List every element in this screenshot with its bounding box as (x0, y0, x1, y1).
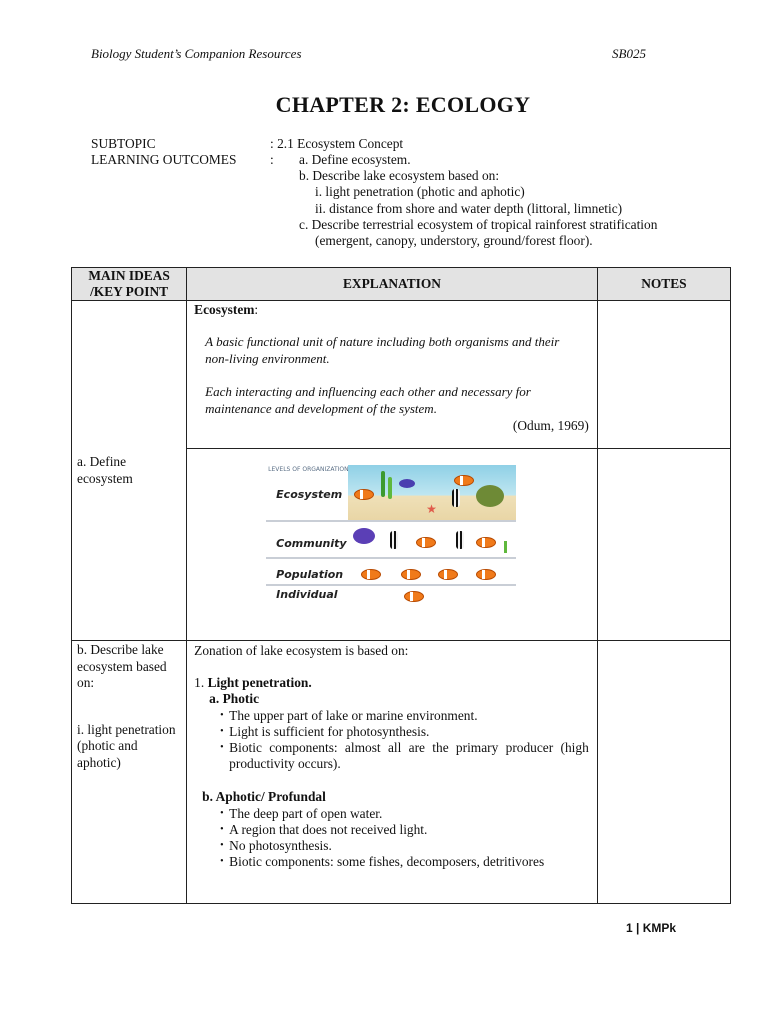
notes-cell (597, 641, 730, 904)
key-point-cell (72, 641, 187, 904)
table-header-row (72, 268, 731, 301)
key-point-light-penetration: i. light penetration (photic and aphotic) (77, 721, 176, 770)
photic-list (194, 708, 589, 773)
light-penetration-heading: Light penetration. (207, 675, 312, 691)
label-individual: Individual (276, 588, 338, 601)
angelfish-icon (456, 531, 464, 549)
notes-cell (597, 301, 730, 449)
definition-quote-1: A basic functional unit of nature including both organisms and their non-living environment. (205, 334, 560, 366)
photic-title: a. Photic (209, 691, 260, 707)
label-population: Population (276, 568, 344, 581)
key-point-define-ecosystem: a. Define ecosystem (77, 454, 133, 486)
sea-turtle-icon (476, 485, 504, 507)
aphotic-title: b. Aphotic/ Profundal (202, 789, 326, 805)
outcome-b-i: i. light penetration (photic and aphotic) (315, 184, 525, 199)
outcome-b: b. Describe lake ecosystem based on: (299, 168, 500, 183)
label-ecosystem: Ecosystem (276, 488, 343, 501)
clownfish-icon (401, 569, 421, 580)
outcome-a: a. Define ecosystem. (299, 152, 411, 167)
definition-citation: (Odum, 1969) (512, 418, 589, 433)
seaweed-icon (388, 477, 392, 499)
seaweed-icon (381, 471, 385, 497)
zonation-intro: Zonation of lake ecosystem is based on: (194, 643, 409, 658)
list-item: • A region that does not received light. (220, 822, 589, 838)
definition-cell (187, 301, 598, 449)
aphotic-list (194, 806, 589, 871)
list-item: • The deep part of open water. (220, 806, 589, 822)
table-row (72, 301, 731, 449)
outcome-c-cont: (emergent, canopy, understory, ground/forest floor). (315, 233, 593, 248)
angelfish-icon (390, 531, 398, 549)
list-item: • Light is sufficient for photosynthesis. (220, 724, 589, 740)
ecosystem-term-colon: : (254, 302, 259, 317)
running-header-title: Biology Student’s Companion Resources (91, 46, 302, 61)
learning-outcomes-label: LEARNING OUTCOMES (91, 152, 237, 167)
table-row (72, 641, 731, 904)
running-header-code: SB025 (612, 46, 646, 61)
list-item: • The upper part of lake or marine environment. (220, 708, 589, 724)
chapter-title: CHAPTER 2: ECOLOGY (275, 92, 531, 117)
heading-number: 1. (194, 675, 205, 691)
page-footer: 1 | KMPk (626, 921, 677, 935)
clownfish-icon (404, 591, 424, 602)
purple-fish-icon (353, 528, 375, 544)
clownfish-icon (361, 569, 381, 580)
header-main-ideas: MAIN IDEAS /KEY POINT (72, 268, 187, 301)
ecosystem-term: Ecosystem (194, 302, 255, 317)
outcome-b-ii: ii. distance from shore and water depth (littoral, limnetic) (315, 201, 623, 216)
angelfish-icon (452, 489, 460, 507)
learning-outcomes-colon: : (270, 152, 274, 167)
notes-table (71, 267, 731, 904)
seaweed-icon (504, 541, 507, 553)
header-notes: NOTES (597, 268, 730, 301)
list-item: • Biotic components: some fishes, decomposers, detritivores (220, 854, 589, 870)
zonation-cell (187, 641, 598, 904)
key-point-describe-lake: b. Describe lake ecosystem based on: (77, 642, 167, 690)
clownfish-icon (438, 569, 458, 580)
list-item: • Biotic components: almost all are the primary producer (high productivity occurs). (220, 740, 589, 772)
header-explanation: EXPLANATION (187, 268, 598, 301)
levels-of-organization-figure (266, 465, 516, 608)
subtopic-value: : 2.1 Ecosystem Concept (270, 136, 404, 151)
clownfish-icon (476, 537, 496, 548)
starfish-icon: ★ (426, 502, 437, 516)
clownfish-icon (476, 569, 496, 580)
label-community: Community (276, 537, 347, 550)
figure-caption: LEVELS OF ORGANIZATION (268, 466, 349, 473)
definition-quote-2: Each interacting and influencing each other and necessary for maintenance and development of the system. (205, 384, 531, 416)
notes-cell (597, 449, 730, 641)
list-item: • No photosynthesis. (220, 838, 589, 854)
clownfish-icon (416, 537, 436, 548)
outcome-c: c. Describe terrestrial ecosystem of tropical rainforest stratification (299, 217, 658, 232)
subtopic-label: SUBTOPIC (91, 136, 156, 151)
figure-cell (187, 449, 598, 641)
key-point-cell (72, 301, 187, 641)
